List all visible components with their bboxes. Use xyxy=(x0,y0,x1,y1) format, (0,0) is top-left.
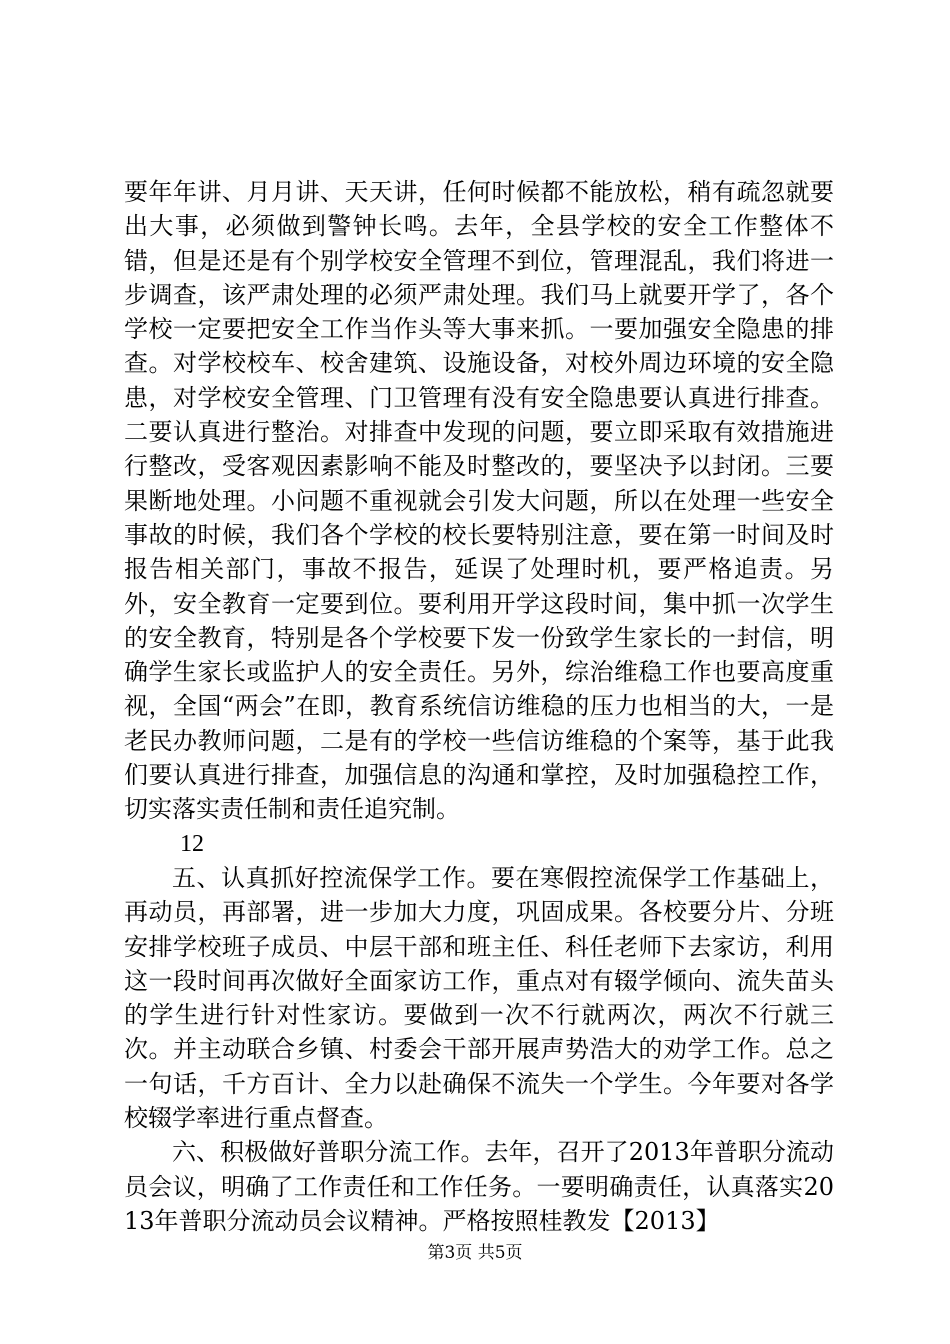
paragraph-safety-work: 要年年讲、月月讲、天天讲，任何时候都不能放松，稍有疏忽就要出大事，必须做到警钟长鸣。去年，全县学校的安全工作整体不错，但是还是有个别学校安全管理不到位，管理混乱，我们将进一步调查，该严肃处理的必须严肃处理。我们马上就要开学了，各个学校一定要把安全工作当作头等大事来抓。一要加强安全隐患的排查。对学校校车、校舍建筑、设施设备，对校外周边环境的安全隐患，对学校安全管理、门卫管理有没有安全隐患要认真进行排查。二要认真进行整治。对排查中发现的问题，要立即采取有效措施进行整改，受客观因素影响不能及时整改的，要坚决予以封闭。三要果断地处理。小问题不重视就会引发大问题，所以在处理一些安全事故的时候，我们各个学校的校长要特别注意，要在第一时间及时报告相关部门，事故不报告，延误了处理时机，要严格追责。另外，安全教育一定要到位。要利用开学这段时间，集中抓一次学生的安全教育，特别是各个学校要下发一份致学生家长的一封信，明确学生家长或监护人的安全责任。另外，综治维稳工作也要高度重视，全国“两会”在即，教育系统信访维稳的压力也相当的大，一是老民办教师问题，二是有的学校一些信访维稳的个案等，基于此我们要认真进行排查，加强信息的沟通和掌控，及时加强稳控工作，切实落实责任制和责任追究制。 xyxy=(124,178,834,824)
page-footer: 第3页 共5页 xyxy=(427,1243,523,1263)
paragraph-vocational-streaming: 六、积极做好普职分流工作。去年，召开了2013年普职分流动员会议，明确了工作责任和工作任务。一要明确责任，认真落实2013年普职分流动员会议精神。严格按照桂教发【2013】 xyxy=(124,1138,834,1235)
document-body xyxy=(124,175,834,1238)
inline-page-marker: 12 xyxy=(180,830,204,857)
paragraph-dropout-control: 五、认真抓好控流保学工作。要在寒假控流保学工作基础上，再动员，再部署，进一步加大力度，巩固成果。各校要分片、分班安排学校班子成员、中层干部和班主任、科任老师下去家访，利用这一段时间再次做好全面家访工作，重点对有辍学倾向、流失苗头的学生进行针对性家访。要做到一次不行就两次，两次不行就三次。并主动联合乡镇、村委会干部开展声势浩大的劝学工作。总之一句话，千方百计、全力以赴确保不流失一个学生。今年要对各学校辍学率进行重点督查。 xyxy=(124,863,834,1133)
